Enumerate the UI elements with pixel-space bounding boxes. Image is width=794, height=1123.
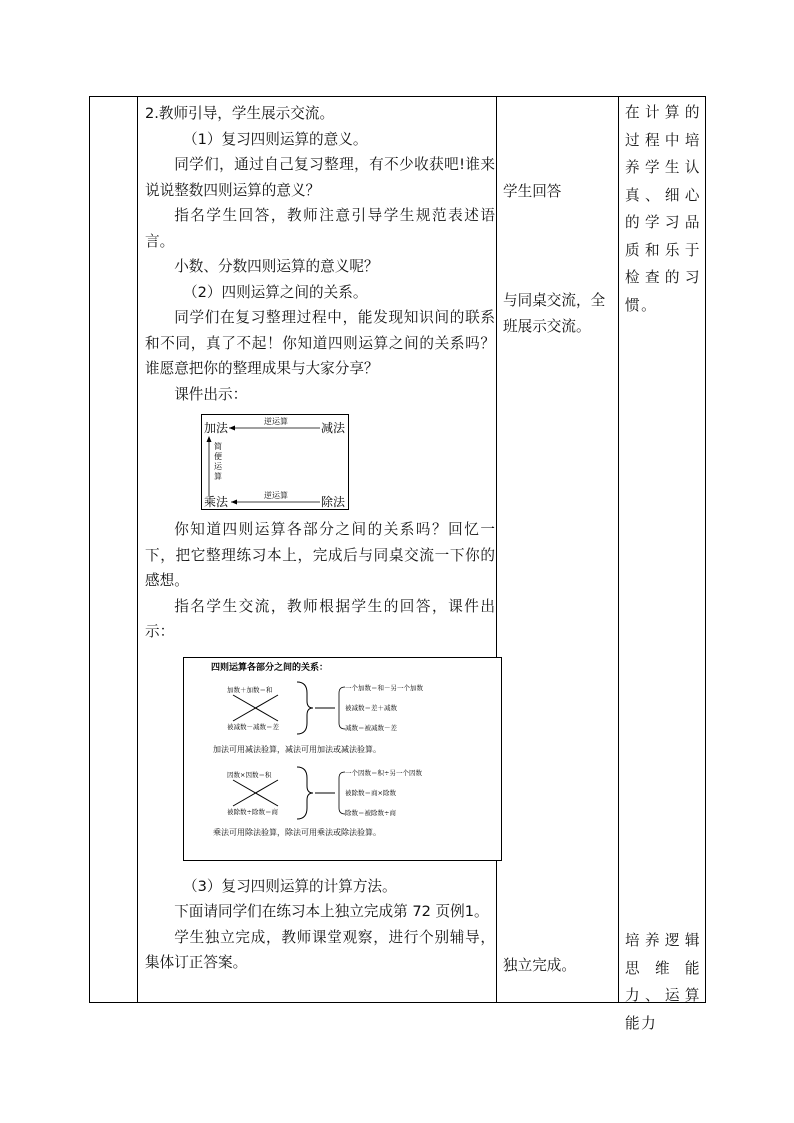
subheading-relations: （2）四则运算之间的关系。 — [183, 283, 368, 301]
diagram2-title: 四则运算各部分之间的关系： — [211, 663, 329, 673]
inverse-label-top: 逆运算 — [264, 417, 288, 426]
paragraph: 指名学生回答，教师注意引导学生规范表述语言。 — [145, 207, 495, 250]
mul-left-top: 因数×因数＝积 — [227, 771, 272, 779]
paragraph: 下面请同学们在练习本上独立完成第 72 页例1。 — [174, 903, 489, 920]
add-note: 加法可用减法验算，减法可用加法或减法验算。 — [213, 745, 381, 754]
paragraph: 你知道四则运算各部分之间的关系吗？回忆一下，把它整理练习本上，完成后与同桌交流一下你的感想。 — [145, 521, 495, 589]
inverse-label-bottom: 逆运算 — [264, 491, 288, 500]
table-border-right — [705, 96, 706, 1003]
shortcut-char-4: 算 — [214, 472, 222, 481]
mul-right-2: 被除数＝商×除数 — [345, 789, 396, 797]
mul-right-1: 一个因数＝积÷另一个因数 — [345, 769, 422, 777]
activity-answer: 学生回答 — [503, 183, 562, 200]
table-column-divider-2 — [496, 96, 497, 1003]
table-border-top — [89, 96, 706, 97]
shortcut-char-2: 便 — [214, 452, 222, 461]
div-label: 除法 — [321, 495, 346, 509]
paragraph: 小数、分数四则运算的意义呢？ — [174, 258, 379, 275]
shortcut-char-1: 简 — [214, 442, 222, 451]
step-heading: 2.教师引导，学生展示交流。 — [145, 105, 335, 122]
add-right-3: 减数＝被减数－差 — [345, 724, 397, 732]
table-border-left — [89, 96, 90, 1003]
add-right-1: 一个加数＝和－另一个加数 — [345, 684, 423, 692]
activity-share: 与同桌交流，全班展示交流。 — [503, 292, 606, 335]
paragraph: 同学们在复习整理过程中，能发现知识间的联系和不同，真了不起！你知道四则运算之间的关系吗？谁愿意把你的整理成果与大家分享？ — [145, 309, 495, 377]
mul-note: 乘法可用除法验算，除法可用乘法或除法验算。 — [213, 828, 381, 837]
activity-independent: 独立完成。 — [503, 957, 576, 974]
operations-relation-diagram — [201, 414, 349, 510]
paragraph: 指名学生交流，教师根据学生的回答，课件出示： — [145, 597, 495, 640]
table-column-divider-3 — [618, 96, 619, 1003]
table-column-divider-1 — [137, 96, 138, 1003]
paragraph: 课件出示： — [174, 385, 248, 403]
paragraph: 学生独立完成，教师课堂观察，进行个别辅导，集体订正答案。 — [145, 928, 495, 971]
add-label: 加法 — [204, 421, 229, 435]
add-left-bottom: 被减数－减数＝差 — [227, 723, 279, 731]
mul-right-3: 除数＝被除数÷商 — [345, 809, 396, 817]
paragraph: 同学们，通过自己复习整理，有不少收获吧!谁来说说整数四则运算的意义？ — [145, 156, 495, 199]
add-left-top: 加数＋加数＝和 — [227, 686, 273, 694]
mul-left-bottom: 被除数÷除数＝商 — [227, 808, 278, 816]
sub-label: 减法 — [321, 421, 346, 435]
shortcut-char-3: 运 — [214, 462, 222, 471]
add-right-2: 被减数＝差＋减数 — [345, 704, 397, 712]
aim-habits: 在计算的过程中培养学生认真、细心的学习品质和乐于检查的习惯。 — [625, 104, 701, 314]
operation-parts-relation-diagram — [183, 657, 502, 861]
aim-ability: 培养逻辑思维能力、运算能力 — [625, 932, 701, 1032]
subheading-meaning: （1）复习四则运算的意义。 — [183, 130, 368, 148]
subheading-methods: （3）复习四则运算的计算方法。 — [183, 877, 397, 895]
table-border-bottom — [89, 1002, 706, 1003]
mul-label: 乘法 — [204, 495, 229, 509]
